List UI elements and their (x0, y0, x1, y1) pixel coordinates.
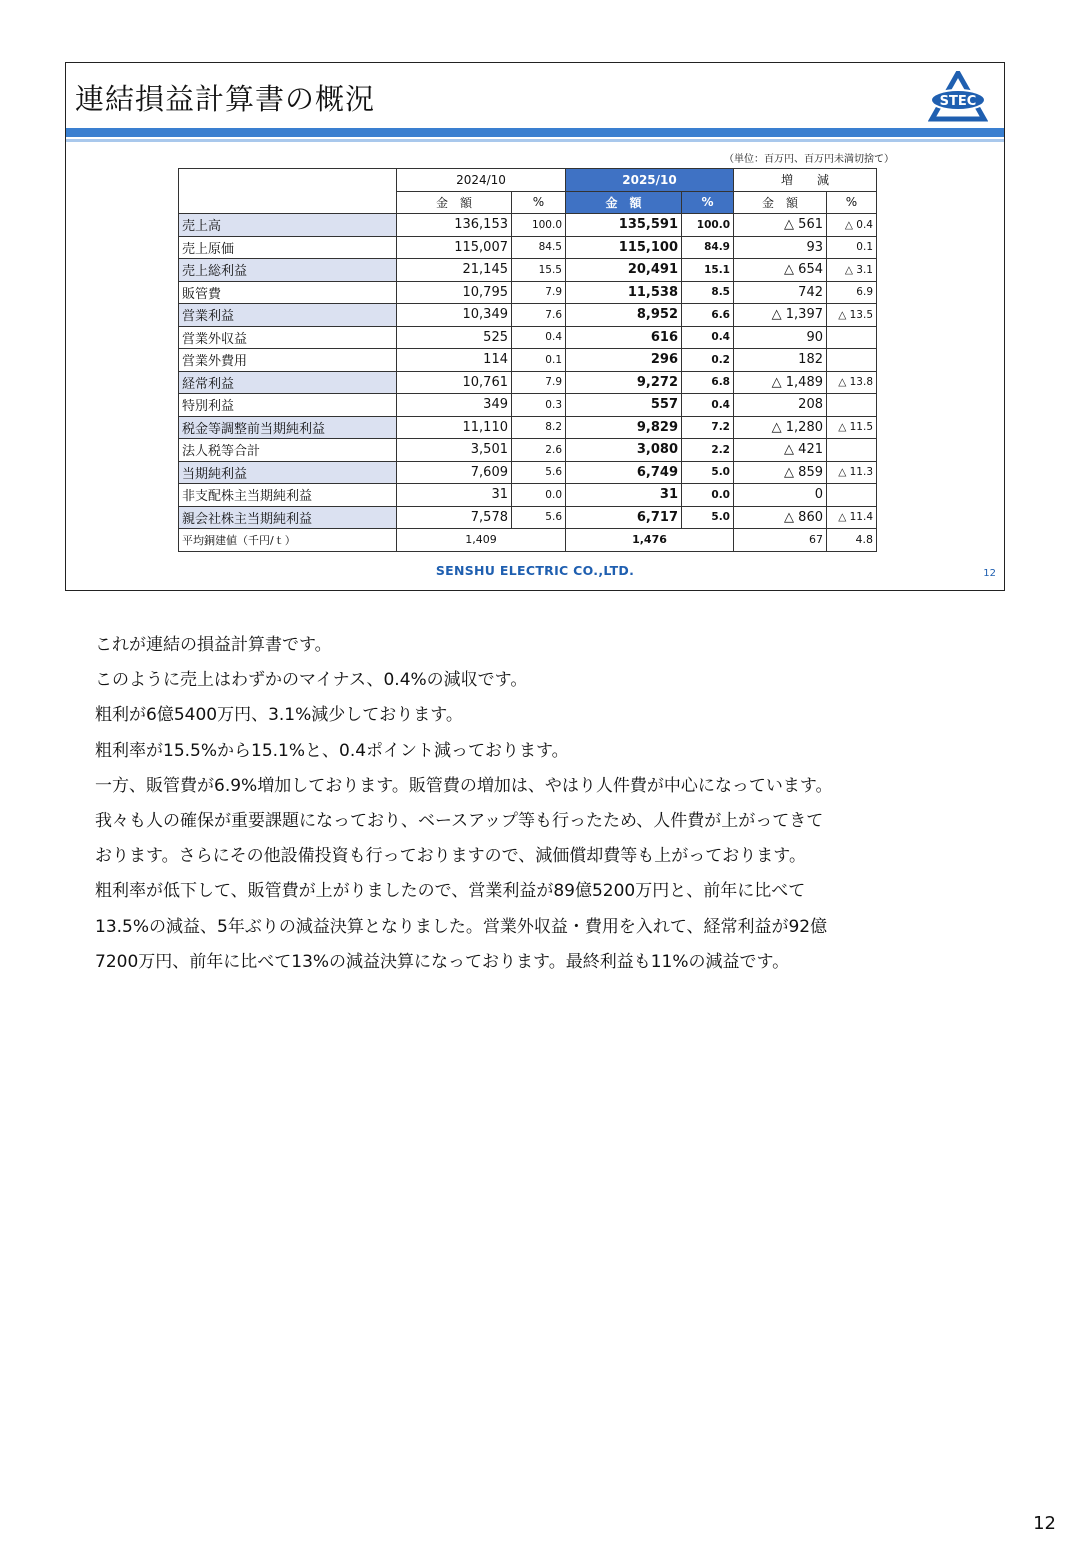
col-curr-pct: % (682, 191, 734, 214)
table-row (179, 304, 877, 327)
prev-amount: 21,145 (397, 259, 512, 282)
curr-pct: 15.1 (682, 259, 734, 282)
prev-amount: 10,795 (397, 281, 512, 304)
header-rule-light (66, 139, 1004, 142)
curr-pct: 0.2 (682, 349, 734, 372)
unit-note: （単位：百万円、百万円未満切捨て） (724, 154, 894, 165)
row-label: 営業外費用 (179, 349, 397, 372)
curr-amount: 3,080 (566, 439, 682, 462)
company-name: SENSHU ELECTRIC CO.,LTD. (435, 563, 635, 578)
diff-amount: 742 (734, 281, 827, 304)
header-blank (179, 169, 397, 214)
row-label: 法人税等合計 (179, 439, 397, 462)
diff-pct: △ 11.3 (827, 461, 877, 484)
col-prev-amount: 金 額 (397, 191, 512, 214)
curr-pct: 5.0 (682, 461, 734, 484)
period-diff: 増 減 (734, 169, 877, 192)
curr-pct: 84.9 (682, 236, 734, 259)
prev-amount: 525 (397, 326, 512, 349)
curr-amount: 616 (566, 326, 682, 349)
table-row (179, 371, 877, 394)
diff-pct: △ 0.4 (827, 214, 877, 237)
diff-pct: △ 13.8 (827, 371, 877, 394)
prev-pct: 2.6 (512, 439, 566, 462)
diff-pct: 4.8 (827, 529, 877, 552)
table-row (179, 349, 877, 372)
transcript-line: 一方、販管費が6.9%増加しております。販管費の増加は、やはり人件費が中心になっています。 (95, 775, 833, 796)
row-label: 平均銅建値（千円/ｔ） (179, 529, 397, 552)
curr-amount: 6,717 (566, 506, 682, 529)
table-row (179, 416, 877, 439)
curr-pct: 5.0 (682, 506, 734, 529)
row-label: 売上総利益 (179, 259, 397, 282)
diff-amount: 182 (734, 349, 827, 372)
prev-amount: 7,578 (397, 506, 512, 529)
diff-amount: 67 (734, 529, 827, 552)
page-number: 12 (1033, 1513, 1056, 1534)
income-statement-table (178, 168, 877, 552)
curr-pct: 7.2 (682, 416, 734, 439)
slide-title: 連結損益計算書の概況 (75, 82, 376, 116)
slide-number: 12 (983, 568, 996, 579)
prev-pct: 5.6 (512, 461, 566, 484)
diff-pct (827, 484, 877, 507)
transcript-line: 粗利率が低下して、販管費が上がりましたので、営業利益が89億5200万円と、前年に比べて (95, 881, 806, 902)
curr-pct: 100.0 (682, 214, 734, 237)
table-row (179, 326, 877, 349)
period-header-row (179, 169, 877, 192)
diff-amount: △ 1,280 (734, 416, 827, 439)
prev-amount: 10,349 (397, 304, 512, 327)
curr-amount: 135,591 (566, 214, 682, 237)
curr-amount: 9,829 (566, 416, 682, 439)
curr-amount: 1,476 (566, 529, 734, 552)
prev-amount: 136,153 (397, 214, 512, 237)
row-label: 販管費 (179, 281, 397, 304)
table-row (179, 439, 877, 462)
prev-amount: 115,007 (397, 236, 512, 259)
transcript-line: おります。さらにその他設備投資も行っておりますので、減価償却費等も上がっております。 (95, 846, 806, 867)
row-label: 親会社株主当期純利益 (179, 506, 397, 529)
diff-amount: △ 654 (734, 259, 827, 282)
prev-amount: 31 (397, 484, 512, 507)
diff-pct: 6.9 (827, 281, 877, 304)
prev-amount: 11,110 (397, 416, 512, 439)
prev-pct: 0.3 (512, 394, 566, 417)
prev-amount: 3,501 (397, 439, 512, 462)
prev-amount: 349 (397, 394, 512, 417)
prev-amount: 7,609 (397, 461, 512, 484)
table-row (179, 394, 877, 417)
table-row (179, 484, 877, 507)
period-curr: 2025/10 (566, 169, 734, 192)
period-prev: 2024/10 (397, 169, 566, 192)
curr-amount: 20,491 (566, 259, 682, 282)
diff-pct: △ 11.5 (827, 416, 877, 439)
diff-pct: △ 13.5 (827, 304, 877, 327)
diff-amount: 208 (734, 394, 827, 417)
row-label: 特別利益 (179, 394, 397, 417)
col-prev-pct: % (512, 191, 566, 214)
diff-pct (827, 439, 877, 462)
table-row (179, 461, 877, 484)
logo-text: STEC (939, 94, 977, 109)
prev-pct: 7.9 (512, 371, 566, 394)
curr-amount: 557 (566, 394, 682, 417)
transcript-line: 粗利率が15.5%から15.1%と、0.4ポイント減っております。 (95, 740, 569, 761)
diff-amount: 93 (734, 236, 827, 259)
row-label: 経常利益 (179, 371, 397, 394)
curr-pct: 6.8 (682, 371, 734, 394)
col-diff-pct: % (827, 191, 877, 214)
prev-pct: 100.0 (512, 214, 566, 237)
row-label: 営業利益 (179, 304, 397, 327)
table-row (179, 281, 877, 304)
curr-pct: 0.4 (682, 394, 734, 417)
curr-amount: 115,100 (566, 236, 682, 259)
transcript-line: これが連結の損益計算書です。 (95, 635, 332, 655)
transcript-line: 我々も人の確保が重要課題になっており、ベースアップ等も行ったため、人件費が上がってきて (95, 811, 824, 832)
diff-amount: △ 421 (734, 439, 827, 462)
header-rule (66, 128, 1004, 137)
diff-amount: △ 561 (734, 214, 827, 237)
curr-amount: 6,749 (566, 461, 682, 484)
prev-pct: 5.6 (512, 506, 566, 529)
diff-amount: △ 1,489 (734, 371, 827, 394)
transcript-line: 粗利が6億5400万円、3.1%減少しております。 (95, 705, 463, 726)
diff-pct (827, 326, 877, 349)
curr-amount: 8,952 (566, 304, 682, 327)
curr-pct: 6.6 (682, 304, 734, 327)
table-row (179, 259, 877, 282)
diff-pct (827, 394, 877, 417)
prev-pct: 8.2 (512, 416, 566, 439)
curr-amount: 9,272 (566, 371, 682, 394)
table-row-copy-price (179, 529, 877, 552)
curr-pct: 8.5 (682, 281, 734, 304)
row-label: 税金等調整前当期純利益 (179, 416, 397, 439)
diff-amount: 90 (734, 326, 827, 349)
col-curr-amount: 金 額 (566, 191, 682, 214)
curr-amount: 31 (566, 484, 682, 507)
diff-amount: 0 (734, 484, 827, 507)
transcript-line: 13.5%の減益、5年ぶりの減益決算となりました。営業外収益・費用を入れて、経常利益が92億 (95, 916, 828, 937)
prev-amount: 114 (397, 349, 512, 372)
transcript-line: 7200万円、前年に比べて13%の減益決算になっております。最終利益も11%の減益です。 (95, 951, 790, 972)
diff-amount: △ 860 (734, 506, 827, 529)
diff-pct: △ 3.1 (827, 259, 877, 282)
diff-amount: △ 859 (734, 461, 827, 484)
prev-pct: 15.5 (512, 259, 566, 282)
prev-pct: 0.1 (512, 349, 566, 372)
diff-pct (827, 349, 877, 372)
transcript (95, 628, 995, 980)
prev-pct: 84.5 (512, 236, 566, 259)
prev-pct: 7.6 (512, 304, 566, 327)
curr-pct: 2.2 (682, 439, 734, 462)
transcript-line: このように売上はわずかのマイナス、0.4%の減収です。 (95, 670, 528, 691)
curr-amount: 11,538 (566, 281, 682, 304)
diff-pct: △ 11.4 (827, 506, 877, 529)
curr-amount: 296 (566, 349, 682, 372)
prev-pct: 0.4 (512, 326, 566, 349)
row-label: 売上原価 (179, 236, 397, 259)
prev-pct: 0.0 (512, 484, 566, 507)
prev-amount: 1,409 (397, 529, 566, 552)
stec-logo-icon (928, 71, 988, 123)
prev-amount: 10,761 (397, 371, 512, 394)
col-diff-amount: 金 額 (734, 191, 827, 214)
curr-pct: 0.0 (682, 484, 734, 507)
row-label: 非支配株主当期純利益 (179, 484, 397, 507)
row-label: 売上高 (179, 214, 397, 237)
table-row (179, 236, 877, 259)
row-label: 営業外収益 (179, 326, 397, 349)
diff-pct: 0.1 (827, 236, 877, 259)
diff-amount: △ 1,397 (734, 304, 827, 327)
table-row (179, 506, 877, 529)
table-row (179, 214, 877, 237)
curr-pct: 0.4 (682, 326, 734, 349)
prev-pct: 7.9 (512, 281, 566, 304)
row-label: 当期純利益 (179, 461, 397, 484)
slide (65, 62, 1005, 591)
